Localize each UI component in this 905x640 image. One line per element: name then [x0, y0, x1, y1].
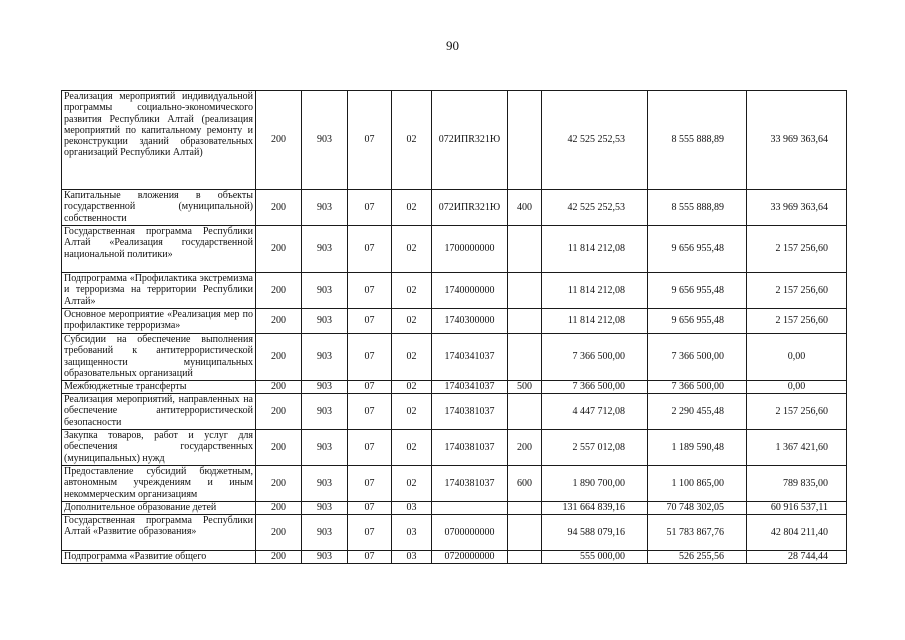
- row-target-article: 1740381037: [432, 394, 508, 430]
- row-name: Предоставление субсидий бюджетным, автономным учреждениям и иным некоммерческим организациям: [62, 466, 256, 502]
- row-target-article: 072ИПR321Ю: [432, 91, 508, 190]
- row-code-ved: 903: [302, 394, 348, 430]
- row-code-kv: 200: [256, 515, 302, 551]
- row-code-ved: 903: [302, 273, 348, 309]
- row-code-ved: 903: [302, 334, 348, 381]
- table-row: [62, 226, 847, 273]
- row-name: Государственная программа Республики Алтай «Развитие образования»: [62, 515, 256, 551]
- row-code-subsection: 02: [392, 430, 432, 466]
- row-code-ved: 903: [302, 430, 348, 466]
- row-code-subsection: 03: [392, 551, 432, 564]
- row-code-ved: 903: [302, 381, 348, 394]
- row-amount-3: 33 969 363,64: [747, 91, 847, 190]
- row-code-kv: 200: [256, 430, 302, 466]
- row-target-article: 1700000000: [432, 226, 508, 273]
- table-row: [62, 273, 847, 309]
- row-amount-2: 1 100 865,00: [648, 466, 747, 502]
- row-code-ved: 903: [302, 190, 348, 226]
- table-row: [62, 502, 847, 515]
- row-target-article: 1740341037: [432, 381, 508, 394]
- row-code-subsection: 02: [392, 309, 432, 334]
- row-code-ved: 903: [302, 515, 348, 551]
- row-code-section: 07: [348, 91, 392, 190]
- row-amount-1: 7 366 500,00: [542, 381, 648, 394]
- row-expense-type: [508, 226, 542, 273]
- row-name: Государственная программа Республики Алтай «Реализация государственной национальной политики»: [62, 226, 256, 273]
- row-name: Подпрограмма «Развитие общего: [62, 551, 256, 564]
- row-code-section: 07: [348, 334, 392, 381]
- row-code-section: 07: [348, 551, 392, 564]
- row-amount-3: 789 835,00: [747, 466, 847, 502]
- row-amount-2: 9 656 955,48: [648, 226, 747, 273]
- row-amount-3: 0,00: [747, 381, 847, 394]
- row-code-section: 07: [348, 502, 392, 515]
- row-code-subsection: 02: [392, 466, 432, 502]
- row-code-kv: 200: [256, 394, 302, 430]
- row-expense-type: [508, 502, 542, 515]
- row-name: Капитальные вложения в объекты государственной (муниципальной) собственности: [62, 190, 256, 226]
- row-name: Закупка товаров, работ и услуг для обеспечения государственных (муниципальных) нужд: [62, 430, 256, 466]
- row-amount-2: 8 555 888,89: [648, 91, 747, 190]
- row-code-section: 07: [348, 515, 392, 551]
- row-target-article: 1740000000: [432, 273, 508, 309]
- row-expense-type: [508, 551, 542, 564]
- row-amount-1: 11 814 212,08: [542, 309, 648, 334]
- row-code-subsection: 02: [392, 381, 432, 394]
- page-number: 90: [446, 38, 459, 53]
- row-name: Субсидии на обеспечение выполнения требований к антитеррористической защищенности муниципальных образовательных организаций: [62, 334, 256, 381]
- row-amount-1: 42 525 252,53: [542, 190, 648, 226]
- budget-table: [61, 90, 847, 564]
- row-amount-3: 60 916 537,11: [747, 502, 847, 515]
- table-row: [62, 394, 847, 430]
- row-amount-1: 11 814 212,08: [542, 226, 648, 273]
- row-code-ved: 903: [302, 309, 348, 334]
- row-amount-1: 4 447 712,08: [542, 394, 648, 430]
- row-name: Межбюджетные трансферты: [62, 381, 256, 394]
- row-expense-type: 500: [508, 381, 542, 394]
- row-amount-1: 2 557 012,08: [542, 430, 648, 466]
- row-target-article: 1740300000: [432, 309, 508, 334]
- row-code-ved: 903: [302, 91, 348, 190]
- row-amount-2: 7 366 500,00: [648, 381, 747, 394]
- row-amount-1: 7 366 500,00: [542, 334, 648, 381]
- row-target-article: 1740381037: [432, 466, 508, 502]
- row-code-kv: 200: [256, 466, 302, 502]
- row-expense-type: 600: [508, 466, 542, 502]
- row-amount-2: 1 189 590,48: [648, 430, 747, 466]
- row-amount-1: 42 525 252,53: [542, 91, 648, 190]
- row-code-section: 07: [348, 273, 392, 309]
- row-code-subsection: 03: [392, 502, 432, 515]
- row-code-ved: 903: [302, 502, 348, 515]
- row-amount-3: 42 804 211,40: [747, 515, 847, 551]
- row-code-section: 07: [348, 394, 392, 430]
- row-code-ved: 903: [302, 466, 348, 502]
- table-row: [62, 309, 847, 334]
- row-code-subsection: 02: [392, 334, 432, 381]
- row-name: Реализация мероприятий, направленных на обеспечение антитеррористической безопасности: [62, 394, 256, 430]
- row-code-ved: 903: [302, 551, 348, 564]
- row-amount-3: 2 157 256,60: [747, 273, 847, 309]
- row-target-article: 1740381037: [432, 430, 508, 466]
- row-amount-2: 8 555 888,89: [648, 190, 747, 226]
- row-code-subsection: 02: [392, 226, 432, 273]
- row-code-kv: 200: [256, 91, 302, 190]
- row-amount-1: 94 588 079,16: [542, 515, 648, 551]
- row-amount-3: 28 744,44: [747, 551, 847, 564]
- row-name: Реализация мероприятий индивидуальной программы социально-экономического развития Республики Алтай (реализация мероприятий по капитальному ремонту и реконструкции зданий образовательных организаций Республики Алтай): [62, 91, 256, 190]
- row-target-article: 0700000000: [432, 515, 508, 551]
- table-row: [62, 466, 847, 502]
- row-name: Подпрограмма «Профилактика экстремизма и терроризма на территории Республики Алтай»: [62, 273, 256, 309]
- row-code-ved: 903: [302, 226, 348, 273]
- row-code-subsection: 02: [392, 273, 432, 309]
- row-code-kv: 200: [256, 551, 302, 564]
- row-target-article: 1740341037: [432, 334, 508, 381]
- row-amount-3: 33 969 363,64: [747, 190, 847, 226]
- row-amount-1: 1 890 700,00: [542, 466, 648, 502]
- row-code-subsection: 02: [392, 394, 432, 430]
- row-code-kv: 200: [256, 381, 302, 394]
- row-code-kv: 200: [256, 190, 302, 226]
- row-name: Дополнительное образование детей: [62, 502, 256, 515]
- row-target-article: [432, 502, 508, 515]
- row-expense-type: [508, 515, 542, 551]
- row-code-kv: 200: [256, 226, 302, 273]
- row-amount-1: 131 664 839,16: [542, 502, 648, 515]
- row-code-section: 07: [348, 226, 392, 273]
- row-code-section: 07: [348, 309, 392, 334]
- row-code-kv: 200: [256, 502, 302, 515]
- row-code-subsection: 03: [392, 515, 432, 551]
- row-amount-2: 70 748 302,05: [648, 502, 747, 515]
- row-code-kv: 200: [256, 334, 302, 381]
- row-amount-1: 11 814 212,08: [542, 273, 648, 309]
- row-code-section: 07: [348, 466, 392, 502]
- row-code-subsection: 02: [392, 190, 432, 226]
- row-expense-type: 400: [508, 190, 542, 226]
- row-code-subsection: 02: [392, 91, 432, 190]
- row-expense-type: [508, 91, 542, 190]
- row-target-article: 072ИПR321Ю: [432, 190, 508, 226]
- table-row: [62, 381, 847, 394]
- row-name: Основное мероприятие «Реализация мер по профилактике терроризма»: [62, 309, 256, 334]
- row-amount-3: 0,00: [747, 334, 847, 381]
- table-row: [62, 190, 847, 226]
- row-amount-2: 526 255,56: [648, 551, 747, 564]
- row-amount-2: 51 783 867,76: [648, 515, 747, 551]
- row-code-section: 07: [348, 430, 392, 466]
- row-amount-1: 555 000,00: [542, 551, 648, 564]
- row-expense-type: [508, 309, 542, 334]
- table-row: [62, 334, 847, 381]
- row-code-kv: 200: [256, 309, 302, 334]
- table-row: [62, 430, 847, 466]
- row-amount-3: 2 157 256,60: [747, 309, 847, 334]
- table-row: [62, 515, 847, 551]
- row-code-section: 07: [348, 381, 392, 394]
- row-expense-type: [508, 394, 542, 430]
- table-row: [62, 551, 847, 564]
- row-target-article: 0720000000: [432, 551, 508, 564]
- row-amount-3: 2 157 256,60: [747, 394, 847, 430]
- row-amount-2: 9 656 955,48: [648, 273, 747, 309]
- row-amount-3: 1 367 421,60: [747, 430, 847, 466]
- row-amount-2: 2 290 455,48: [648, 394, 747, 430]
- row-code-kv: 200: [256, 273, 302, 309]
- row-amount-2: 9 656 955,48: [648, 309, 747, 334]
- table-body: [62, 91, 847, 564]
- row-expense-type: [508, 334, 542, 381]
- row-expense-type: 200: [508, 430, 542, 466]
- row-amount-2: 7 366 500,00: [648, 334, 747, 381]
- row-expense-type: [508, 273, 542, 309]
- row-amount-3: 2 157 256,60: [747, 226, 847, 273]
- table-row: [62, 91, 847, 190]
- row-code-section: 07: [348, 190, 392, 226]
